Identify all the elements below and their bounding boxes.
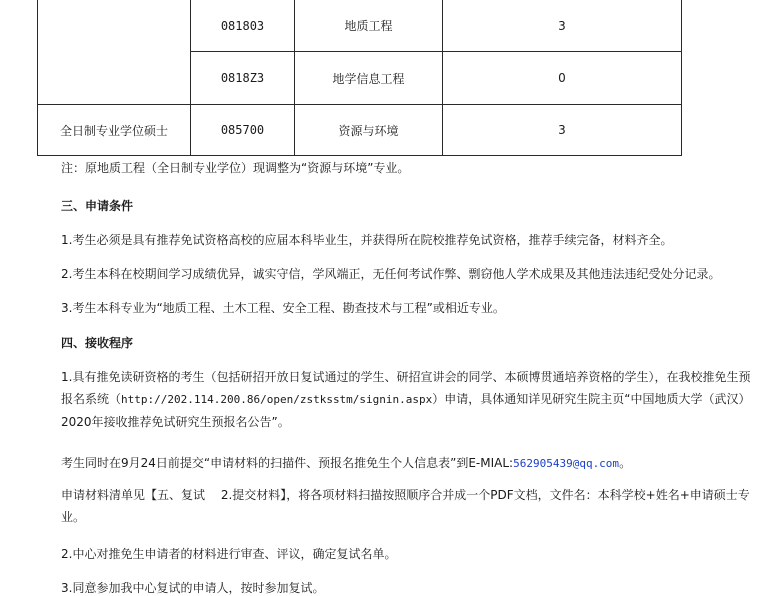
program-code-cell: 085700: [191, 105, 295, 156]
condition-item: 1.考生必须是具有推荐免试资格高校的应届本科毕业生，并获得所在院校推荐免试资格，推荐手续完备，材料齐全。: [61, 233, 673, 247]
table-note: 注：原地质工程（全日制专业学位）现调整为“资源与环境”专业。: [61, 161, 410, 175]
email-link[interactable]: 562905439@qq.com: [513, 457, 620, 470]
program-name-cell: 资源与环境: [295, 105, 443, 156]
procedure-paragraph-1: [61, 366, 751, 433]
quota-cell: 3: [443, 105, 682, 156]
section-heading-procedure: 四、接收程序: [61, 336, 134, 350]
table-row: [38, 105, 682, 156]
procedure-text: 。: [619, 456, 632, 470]
condition-item: 2.考生本科在校期间学习成绩优异，诚实守信，学风端正，无任何考试作弊、剽窃他人学术成果及其他违法违纪受处分记录。: [61, 267, 721, 281]
procedure-paragraph-3: 申请材料清单见【五、复试 2.提交材料】，将各项材料扫描按照顺序合并成一个PDF文档，文件名：本科学校+姓名+申请硕士专业。: [61, 488, 750, 524]
program-name-cell: 地学信息工程: [295, 52, 443, 105]
program-table: [37, 0, 682, 156]
degree-type-cell: 全日制专业学位硕士: [38, 105, 191, 156]
quota-cell: 3: [443, 0, 682, 52]
program-name-cell: 地质工程: [295, 0, 443, 52]
table-row: [38, 0, 682, 52]
procedure-text: 1.具有推免读研资格的考生（包括研招开放日复试通过的学生、研招宣讲会的同学、本硕博贯通培养资格的学生），在我校推免生预报名系统（: [61, 370, 751, 406]
section-heading-application-conditions: 三、申请条件: [61, 199, 134, 213]
procedure-paragraph-5: 3.同意参加我中心复试的申请人，按时参加复试。: [61, 581, 325, 595]
procedure-text: ）申请，具体通知详见研究生院主页“中国地质大学（武汉）2020年接收推荐免试研究生预报名公告”。: [61, 392, 751, 429]
quota-cell: 0: [443, 52, 682, 105]
procedure-paragraph-4: 2.中心对推免生申请者的材料进行审查、评议，确定复试名单。: [61, 547, 397, 561]
program-code-cell: 081803: [191, 0, 295, 52]
procedure-paragraph-2: [61, 455, 631, 472]
program-code-cell: 0818Z3: [191, 52, 295, 105]
registration-url-link[interactable]: http://202.114.200.86/open/zstksstm/signin.aspx: [121, 393, 433, 406]
degree-type-cell-empty: [38, 0, 191, 105]
procedure-text: 考生同时在9月24日前提交“申请材料的扫描件、预报名推免生个人信息表”到E-MIAL:: [61, 456, 514, 470]
condition-item: 3.考生本科专业为“地质工程、土木工程、安全工程、勘查技术与工程”或相近专业。: [61, 301, 505, 315]
